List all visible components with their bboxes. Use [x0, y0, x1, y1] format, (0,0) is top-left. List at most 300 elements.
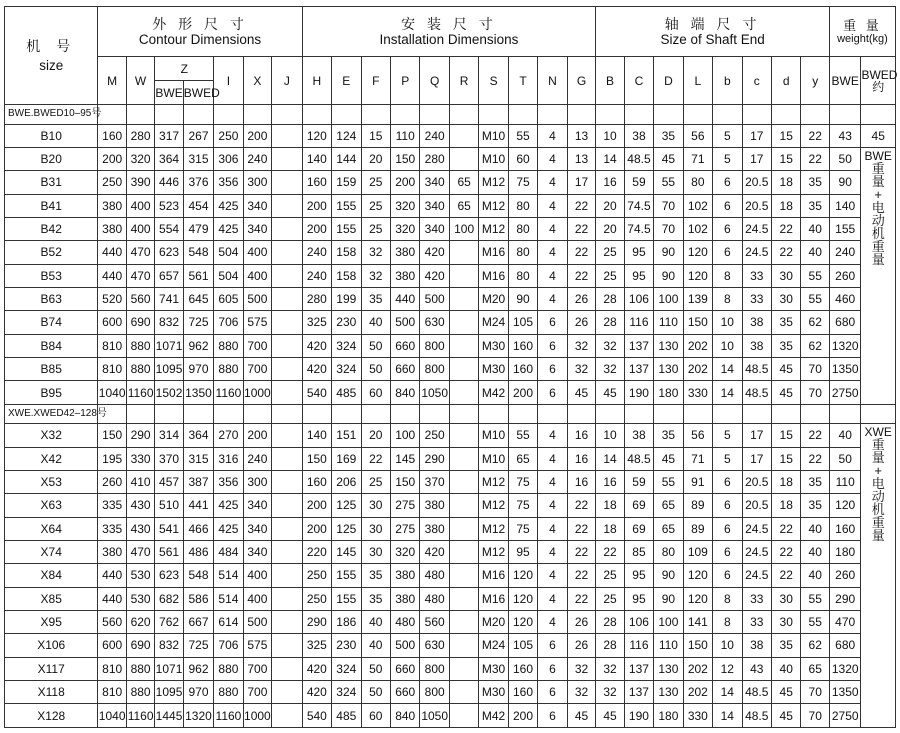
- value-cell: 510: [155, 494, 183, 517]
- value-cell: M30: [479, 357, 508, 380]
- value-cell: 22: [771, 564, 800, 587]
- value-cell: 20.5: [742, 470, 771, 493]
- size-cell: B31: [5, 171, 98, 194]
- value-cell: M42: [479, 381, 508, 404]
- value-cell: 1050: [420, 381, 449, 404]
- value-cell: 840: [390, 381, 419, 404]
- value-cell: 420: [302, 681, 331, 704]
- value-cell: [449, 681, 478, 704]
- value-cell: 250: [98, 171, 126, 194]
- value-cell: 530: [126, 564, 154, 587]
- value-cell: 457: [155, 470, 183, 493]
- value-cell: 85: [624, 540, 653, 563]
- value-cell: [272, 564, 303, 587]
- value-cell: 5: [713, 447, 742, 470]
- blank-cell: [538, 404, 567, 424]
- weight-note-char: 动: [871, 489, 885, 505]
- value-cell: 60: [508, 147, 537, 170]
- value-cell: 150: [98, 424, 126, 447]
- value-cell: 660: [390, 334, 419, 357]
- value-cell: 340: [243, 217, 271, 240]
- value-cell: [449, 447, 478, 470]
- value-cell: 6: [713, 241, 742, 264]
- value-cell: 14: [596, 147, 624, 170]
- value-cell: 130: [654, 657, 683, 680]
- value-cell: 586: [183, 587, 213, 610]
- table-row: [5, 681, 896, 704]
- value-cell: 40: [801, 564, 830, 587]
- value-cell: 150: [390, 147, 419, 170]
- value-cell: [449, 424, 478, 447]
- value-cell: 380: [420, 494, 449, 517]
- value-cell: 530: [126, 587, 154, 610]
- value-cell: 20.5: [742, 171, 771, 194]
- value-cell: 32: [596, 657, 624, 680]
- value-cell: 6: [713, 564, 742, 587]
- table-row: [5, 540, 896, 563]
- value-cell: 14: [713, 681, 742, 704]
- value-cell: 560: [98, 610, 126, 633]
- value-cell: 479: [183, 217, 213, 240]
- value-cell: 380: [420, 517, 449, 540]
- value-cell: 110: [654, 311, 683, 334]
- value-cell: 35: [801, 494, 830, 517]
- value-cell: 380: [98, 217, 126, 240]
- value-cell: 470: [126, 540, 154, 563]
- value-cell: 43: [829, 124, 860, 147]
- weight-note-char: 量: [871, 173, 885, 189]
- value-cell: 420: [302, 334, 331, 357]
- value-cell: 102: [683, 194, 712, 217]
- value-cell: 240: [302, 264, 331, 287]
- value-cell: 140: [302, 424, 331, 447]
- weight-note-char: 重: [871, 160, 885, 176]
- value-cell: 290: [302, 610, 331, 633]
- value-cell: 762: [155, 610, 183, 633]
- value-cell: [272, 681, 303, 704]
- size-cell: X106: [5, 634, 98, 657]
- value-cell: 275: [390, 517, 419, 540]
- blank-cell: [214, 105, 243, 125]
- value-cell: 340: [243, 494, 271, 517]
- value-cell: 145: [332, 540, 361, 563]
- value-cell: 387: [183, 470, 213, 493]
- value-cell: 314: [155, 424, 183, 447]
- col-header-z-bwe: BWE: [155, 81, 183, 105]
- table-row: [5, 124, 896, 147]
- value-cell: 33: [742, 587, 771, 610]
- blank-cell: [390, 105, 419, 125]
- value-cell: 22: [567, 194, 596, 217]
- value-cell: 4: [538, 517, 567, 540]
- value-cell: 65: [449, 194, 478, 217]
- value-cell: 75: [508, 517, 537, 540]
- value-cell: 240: [829, 241, 860, 264]
- value-cell: 17: [742, 424, 771, 447]
- table-row: [5, 357, 896, 380]
- value-cell: 420: [420, 241, 449, 264]
- value-cell: 250: [420, 424, 449, 447]
- value-cell: 667: [183, 610, 213, 633]
- value-cell: 50: [361, 657, 390, 680]
- value-cell: 554: [155, 217, 183, 240]
- value-cell: 20: [596, 217, 624, 240]
- value-cell: [272, 311, 303, 334]
- value-cell: 16: [567, 470, 596, 493]
- value-cell: 48.5: [624, 447, 653, 470]
- value-cell: 15: [771, 147, 800, 170]
- value-cell: 80: [508, 241, 537, 264]
- value-cell: 30: [771, 587, 800, 610]
- value-cell: 40: [801, 517, 830, 540]
- size-cell: X53: [5, 470, 98, 493]
- value-cell: 300: [243, 470, 271, 493]
- col-header-b: b: [713, 57, 742, 105]
- value-cell: 324: [332, 357, 361, 380]
- value-cell: 59: [624, 171, 653, 194]
- value-cell: 48.5: [742, 357, 771, 380]
- value-cell: 706: [214, 634, 243, 657]
- value-cell: 800: [420, 334, 449, 357]
- value-cell: 832: [155, 634, 183, 657]
- value-cell: 250: [214, 124, 243, 147]
- value-cell: 317: [155, 124, 183, 147]
- value-cell: 45: [771, 681, 800, 704]
- size-cell: X64: [5, 517, 98, 540]
- value-cell: 160: [508, 681, 537, 704]
- value-cell: 22: [567, 564, 596, 587]
- value-cell: 335: [98, 517, 126, 540]
- value-cell: 330: [126, 447, 154, 470]
- blank-cell: [654, 404, 683, 424]
- blank-cell: [683, 404, 712, 424]
- value-cell: 102: [683, 217, 712, 240]
- value-cell: 561: [155, 540, 183, 563]
- value-cell: 10: [596, 124, 624, 147]
- value-cell: 657: [155, 264, 183, 287]
- value-cell: 25: [596, 587, 624, 610]
- value-cell: 4: [538, 540, 567, 563]
- value-cell: [272, 241, 303, 264]
- blank-cell: [214, 404, 243, 424]
- value-cell: 180: [654, 381, 683, 404]
- value-cell: 55: [801, 610, 830, 633]
- value-cell: 60: [361, 381, 390, 404]
- blank-cell: [155, 404, 183, 424]
- value-cell: 4: [538, 587, 567, 610]
- value-cell: 356: [214, 171, 243, 194]
- value-cell: M12: [479, 194, 508, 217]
- value-cell: 45: [596, 381, 624, 404]
- value-cell: 280: [302, 287, 331, 310]
- value-cell: M10: [479, 124, 508, 147]
- value-cell: 575: [243, 634, 271, 657]
- value-cell: 16: [596, 171, 624, 194]
- value-cell: 65: [801, 657, 830, 680]
- section-label: XWE.XWED42–128号: [5, 404, 98, 424]
- value-cell: 150: [390, 470, 419, 493]
- size-cell: B84: [5, 334, 98, 357]
- blank-cell: [183, 404, 213, 424]
- value-cell: [272, 287, 303, 310]
- value-cell: 6: [713, 470, 742, 493]
- value-cell: 20: [361, 147, 390, 170]
- value-cell: 155: [332, 217, 361, 240]
- blank-cell: [508, 105, 537, 125]
- value-cell: 660: [390, 357, 419, 380]
- table-row: [5, 381, 896, 404]
- value-cell: 18: [596, 517, 624, 540]
- value-cell: 100: [449, 217, 478, 240]
- blank-cell: [624, 105, 653, 125]
- value-cell: 540: [302, 381, 331, 404]
- value-cell: 280: [420, 147, 449, 170]
- value-cell: 4: [538, 217, 567, 240]
- value-cell: 160: [302, 171, 331, 194]
- size-cell: X117: [5, 657, 98, 680]
- value-cell: 25: [596, 564, 624, 587]
- value-cell: 316: [214, 447, 243, 470]
- value-cell: 125: [332, 494, 361, 517]
- weight-note-code: XWE: [864, 425, 892, 440]
- value-cell: 270: [214, 424, 243, 447]
- value-cell: 32: [567, 681, 596, 704]
- value-cell: 40: [801, 540, 830, 563]
- value-cell: 35: [361, 564, 390, 587]
- value-cell: 120: [508, 610, 537, 633]
- value-cell: 50: [361, 334, 390, 357]
- value-cell: M30: [479, 334, 508, 357]
- value-cell: 561: [183, 264, 213, 287]
- value-cell: [272, 587, 303, 610]
- value-cell: 30: [361, 517, 390, 540]
- value-cell: 4: [538, 171, 567, 194]
- value-cell: 290: [829, 587, 860, 610]
- value-cell: 500: [390, 311, 419, 334]
- value-cell: 80: [683, 171, 712, 194]
- value-cell: 150: [683, 311, 712, 334]
- value-cell: 109: [683, 540, 712, 563]
- value-cell: 71: [683, 147, 712, 170]
- value-cell: 80: [508, 217, 537, 240]
- value-cell: 700: [243, 334, 271, 357]
- value-cell: 17: [742, 147, 771, 170]
- value-cell: 4: [538, 447, 567, 470]
- value-cell: 200: [302, 194, 331, 217]
- value-cell: [272, 124, 303, 147]
- value-cell: 151: [332, 424, 361, 447]
- value-cell: 22: [801, 124, 830, 147]
- value-cell: 4: [538, 241, 567, 264]
- value-cell: 4: [538, 564, 567, 587]
- value-cell: 26: [567, 610, 596, 633]
- weight-note-char: 重: [871, 515, 885, 531]
- value-cell: 330: [683, 381, 712, 404]
- blank-cell: [302, 105, 331, 125]
- value-cell: [272, 540, 303, 563]
- value-cell: 70: [801, 704, 830, 728]
- value-cell: 1350: [183, 381, 213, 404]
- value-cell: 600: [98, 634, 126, 657]
- value-cell: 137: [624, 334, 653, 357]
- value-cell: 45: [861, 124, 896, 147]
- blank-cell: [98, 105, 126, 125]
- value-cell: [272, 657, 303, 680]
- value-cell: [449, 241, 478, 264]
- value-cell: 324: [332, 681, 361, 704]
- value-cell: 14: [713, 381, 742, 404]
- value-cell: 55: [801, 287, 830, 310]
- value-cell: 682: [155, 587, 183, 610]
- value-cell: 186: [332, 610, 361, 633]
- value-cell: [449, 381, 478, 404]
- value-cell: 240: [243, 447, 271, 470]
- table-row: [5, 470, 896, 493]
- value-cell: 55: [801, 264, 830, 287]
- value-cell: 810: [98, 681, 126, 704]
- value-cell: 485: [332, 704, 361, 728]
- value-cell: 480: [390, 610, 419, 633]
- table-row: [5, 194, 896, 217]
- value-cell: 810: [98, 334, 126, 357]
- value-cell: 560: [420, 610, 449, 633]
- installation-header: 安 装 尺 寸 Installation Dimensions: [302, 7, 596, 57]
- col-header-d: d: [771, 57, 800, 105]
- value-cell: 970: [183, 357, 213, 380]
- value-cell: 159: [332, 171, 361, 194]
- value-cell: M24: [479, 311, 508, 334]
- table-row: [5, 657, 896, 680]
- col-header-Q: Q: [420, 57, 449, 105]
- value-cell: 120: [829, 494, 860, 517]
- value-cell: 10: [713, 311, 742, 334]
- value-cell: 22: [567, 494, 596, 517]
- value-cell: 50: [361, 681, 390, 704]
- value-cell: 425: [214, 217, 243, 240]
- value-cell: 60: [361, 704, 390, 728]
- value-cell: 480: [420, 564, 449, 587]
- weight-note-char: 量: [871, 251, 885, 267]
- value-cell: 340: [243, 540, 271, 563]
- value-cell: 548: [183, 564, 213, 587]
- section-label-row: [5, 404, 896, 424]
- value-cell: 130: [654, 681, 683, 704]
- value-cell: 75: [508, 470, 537, 493]
- table-row: [5, 217, 896, 240]
- value-cell: 575: [243, 311, 271, 334]
- value-cell: 1040: [98, 704, 126, 728]
- value-cell: 100: [654, 610, 683, 633]
- value-cell: 28: [596, 634, 624, 657]
- value-cell: 65: [654, 517, 683, 540]
- value-cell: 70: [801, 681, 830, 704]
- value-cell: [272, 517, 303, 540]
- value-cell: 290: [420, 447, 449, 470]
- value-cell: 38: [742, 634, 771, 657]
- col-header-M: M: [98, 57, 126, 105]
- weight-note-char: 重: [871, 238, 885, 254]
- value-cell: 50: [829, 147, 860, 170]
- value-cell: 22: [567, 517, 596, 540]
- value-cell: 5: [713, 147, 742, 170]
- value-cell: 810: [98, 657, 126, 680]
- value-cell: 116: [624, 634, 653, 657]
- blank-cell: [654, 105, 683, 125]
- value-cell: 440: [98, 587, 126, 610]
- table-row: [5, 424, 896, 447]
- value-cell: 690: [126, 634, 154, 657]
- value-cell: 35: [654, 124, 683, 147]
- value-cell: 1320: [829, 657, 860, 680]
- value-cell: 200: [508, 704, 537, 728]
- value-cell: 2750: [829, 381, 860, 404]
- blank-cell: [771, 105, 800, 125]
- table-row: [5, 171, 896, 194]
- value-cell: 95: [624, 264, 653, 287]
- value-cell: 400: [243, 264, 271, 287]
- weight-note-char: 电: [871, 199, 885, 215]
- value-cell: 400: [243, 587, 271, 610]
- value-cell: 484: [214, 540, 243, 563]
- value-cell: 200: [98, 147, 126, 170]
- blank-cell: [713, 404, 742, 424]
- value-cell: 75: [508, 171, 537, 194]
- value-cell: 500: [390, 634, 419, 657]
- value-cell: 441: [183, 494, 213, 517]
- value-cell: 95: [624, 241, 653, 264]
- blank-cell: [155, 105, 183, 125]
- value-cell: 26: [567, 287, 596, 310]
- blank-cell: [243, 105, 271, 125]
- value-cell: M24: [479, 634, 508, 657]
- value-cell: 32: [596, 357, 624, 380]
- value-cell: 446: [155, 171, 183, 194]
- col-header-B: B: [596, 57, 624, 105]
- weight-note-char: +: [874, 463, 883, 479]
- value-cell: 28: [596, 610, 624, 633]
- value-cell: 160: [829, 517, 860, 540]
- value-cell: 630: [420, 634, 449, 657]
- value-cell: 340: [420, 217, 449, 240]
- value-cell: 120: [508, 564, 537, 587]
- value-cell: 18: [771, 171, 800, 194]
- value-cell: 840: [390, 704, 419, 728]
- value-cell: 13: [567, 124, 596, 147]
- value-cell: 30: [771, 264, 800, 287]
- value-cell: 6: [538, 704, 567, 728]
- value-cell: 1095: [155, 357, 183, 380]
- value-cell: 40: [801, 241, 830, 264]
- value-cell: [449, 540, 478, 563]
- value-cell: 69: [624, 494, 653, 517]
- value-cell: 30: [771, 610, 800, 633]
- value-cell: 32: [567, 357, 596, 380]
- value-cell: 35: [654, 424, 683, 447]
- blank-cell: [508, 404, 537, 424]
- value-cell: 500: [243, 287, 271, 310]
- value-cell: 95: [624, 587, 653, 610]
- value-cell: 45: [596, 704, 624, 728]
- value-cell: [272, 494, 303, 517]
- value-cell: 660: [390, 681, 419, 704]
- value-cell: 380: [98, 194, 126, 217]
- value-cell: M16: [479, 587, 508, 610]
- value-cell: 90: [654, 264, 683, 287]
- value-cell: 202: [683, 357, 712, 380]
- weight-note-char: 量: [871, 450, 885, 466]
- value-cell: 195: [98, 447, 126, 470]
- value-cell: 180: [654, 704, 683, 728]
